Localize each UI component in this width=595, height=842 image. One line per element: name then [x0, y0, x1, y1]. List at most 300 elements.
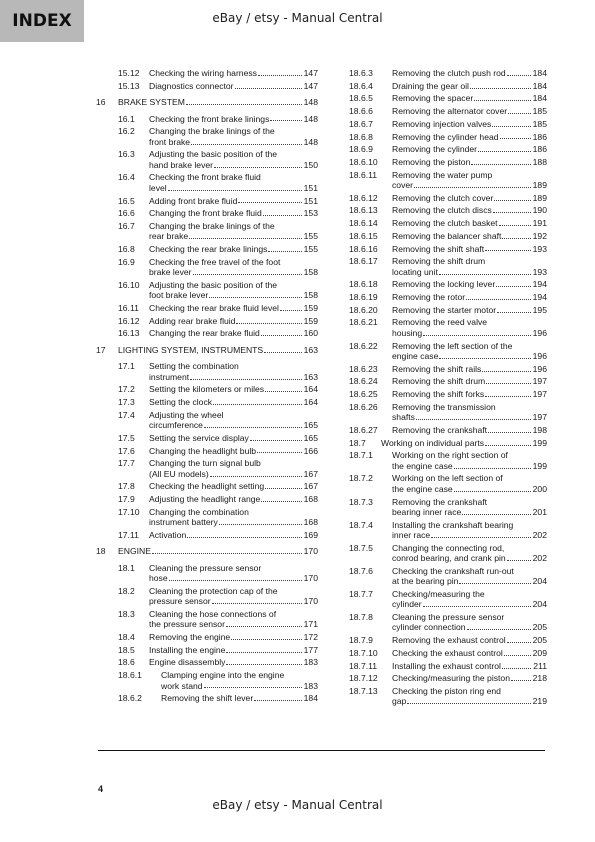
page-number: 4 — [98, 784, 104, 794]
toc-entry-title-line: Working on the left section of — [392, 473, 503, 484]
toc-entry-title-line: Removing the starter motor — [392, 304, 497, 315]
toc-entry-title-line: hand brake lever — [149, 159, 214, 170]
toc-entry — [96, 345, 318, 355]
toc-entry-number: 18.6.21 — [349, 317, 378, 328]
toc-entry-number: 17.5 — [118, 432, 135, 443]
toc-entry-number: 18.7.11 — [349, 660, 378, 671]
toc-entry-number: 16.5 — [118, 195, 135, 206]
toc-entry-title-line: level — [149, 182, 167, 193]
toc-entry-number: 18.6.19 — [349, 292, 378, 303]
toc-entry — [96, 221, 318, 242]
toc-entry-title-line: Removing the piston — [392, 156, 471, 167]
toc-entry-page: 204 — [532, 599, 547, 610]
toc-entry-title-line: Changing the headlight bulb — [149, 445, 257, 456]
toc-entry-title-line: Checking the rear brake linings — [149, 244, 268, 255]
toc-entry-number: 18.6.11 — [349, 169, 378, 180]
toc-entry — [349, 389, 547, 399]
toc-entry-title-line: shafts — [392, 412, 415, 423]
toc-entry-number: 17.4 — [118, 409, 135, 420]
dot-leader — [466, 299, 531, 300]
toc-entry-title-line: (All EU models) — [149, 468, 209, 479]
toc-entry-number: 16.10 — [118, 279, 140, 290]
footer-divider — [98, 750, 545, 751]
toc-entry-title-line: Adding rear brake fluid — [149, 315, 236, 326]
toc-entry-page: 151 — [303, 195, 318, 206]
toc-entry-number: 17.3 — [118, 397, 135, 408]
toc-entry-number: 18.5 — [118, 644, 135, 655]
dot-leader — [500, 138, 531, 139]
toc-entry-number: 17.7 — [118, 458, 135, 469]
toc-entry-number: 16.3 — [118, 149, 135, 160]
toc-entry-page: 148 — [303, 97, 318, 108]
dot-leader — [261, 335, 302, 336]
toc-entry-title-line: Adding front brake fluid — [149, 195, 238, 206]
toc-entry-title-line: Changing the brake linings of the — [149, 126, 275, 137]
toc-entry — [349, 425, 547, 435]
dot-leader — [264, 352, 302, 353]
toc-entry-title-line: the pressure sensor — [149, 619, 225, 630]
toc-entry — [96, 81, 318, 91]
toc-entry-number: 18.6.17 — [349, 256, 378, 267]
toc-entry — [96, 446, 318, 456]
toc-entry-title-line: Working on the right section of — [392, 450, 508, 461]
dot-leader — [416, 419, 531, 420]
toc-entry-number: 16.8 — [118, 244, 135, 255]
toc-entry-title-line: Removing the locking lever — [392, 279, 496, 290]
toc-entry-title-line: Removing the clutch basket — [392, 218, 498, 229]
dot-leader — [231, 639, 301, 640]
toc-entry-title-line: cylinder — [392, 599, 422, 610]
toc-entry-number: 18.6.22 — [349, 340, 378, 351]
toc-entry-number: 18.7.9 — [349, 635, 373, 646]
toc-entry-number: 18.7.12 — [349, 673, 378, 684]
toc-entry — [349, 376, 547, 386]
toc-entry — [96, 481, 318, 491]
toc-entry-page: 197 — [532, 376, 547, 387]
toc-entry — [349, 473, 547, 494]
dot-leader — [257, 452, 302, 453]
toc-entry-page: 183 — [303, 657, 318, 668]
toc-entry-title-line: Setting the combination — [149, 361, 239, 372]
toc-entry-number: 18.6.20 — [349, 304, 378, 315]
dot-leader — [474, 100, 530, 101]
toc-entry — [349, 317, 547, 338]
toc-entry — [96, 126, 318, 147]
toc-entry — [96, 397, 318, 407]
toc-entry-page: 170 — [303, 573, 318, 584]
dot-leader — [236, 323, 301, 324]
dot-leader — [482, 371, 530, 372]
toc-entry — [96, 257, 318, 278]
toc-entry — [96, 507, 318, 528]
toc-entry — [96, 316, 318, 326]
dot-leader — [152, 553, 302, 554]
dot-leader — [508, 113, 531, 114]
toc-entry — [349, 364, 547, 374]
toc-entry-page: 189 — [532, 192, 547, 203]
dot-leader — [485, 250, 530, 251]
toc-entry-page: 196 — [532, 363, 547, 374]
toc-entry-page: 148 — [303, 136, 318, 147]
toc-entry-title-line: Changing the connecting rod, — [392, 542, 505, 553]
dot-leader — [507, 75, 531, 76]
toc-entry-title-line: Adjusting the headlight range — [149, 494, 261, 505]
toc-entry-page: 197 — [532, 389, 547, 400]
toc-left-column — [96, 68, 318, 706]
toc-entry — [349, 256, 547, 277]
toc-entry-page: 185 — [532, 106, 547, 117]
toc-entry-number: 17.10 — [118, 506, 140, 517]
toc-entry-title-line: Changing the rear brake fluid — [149, 328, 260, 339]
toc-entry — [349, 305, 547, 315]
toc-entry-title-line: Checking the rear brake fluid level — [149, 302, 279, 313]
toc-entry-page: 195 — [532, 304, 547, 315]
dot-leader — [210, 476, 302, 477]
dot-leader — [504, 655, 531, 656]
toc-entry — [96, 645, 318, 655]
toc-entry — [96, 458, 318, 479]
toc-entry-number: 16.13 — [118, 328, 140, 339]
dot-leader — [193, 274, 302, 275]
toc-entry-number: 16.9 — [118, 256, 135, 267]
toc-entry — [349, 244, 547, 254]
toc-entry — [349, 231, 547, 241]
toc-entry-number: 18.6.16 — [349, 243, 378, 254]
toc-entry-title-line: circumference — [149, 420, 203, 431]
toc-entry-title-line: Installing the exhaust control — [392, 660, 501, 671]
toc-entry — [96, 494, 318, 504]
toc-entry-page: 204 — [532, 576, 547, 587]
toc-entry-page: 183 — [303, 680, 318, 691]
dot-leader — [204, 427, 302, 428]
toc-entry — [349, 119, 547, 129]
toc-entry-title-line: Checking the front brake linings — [149, 113, 270, 124]
toc-entry-page: 194 — [532, 292, 547, 303]
toc-entry-number: 16.4 — [118, 172, 135, 183]
toc-entry-title-line: Removing the cylinder — [392, 144, 478, 155]
dot-leader — [502, 668, 531, 669]
dot-leader — [486, 383, 531, 384]
dot-leader — [263, 215, 302, 216]
toc-entry — [349, 402, 547, 423]
toc-entry-number: 17.8 — [118, 481, 135, 492]
toc-entry-title-line: Draining the gear oil — [392, 80, 469, 91]
toc-entry — [96, 586, 318, 607]
toc-entry-title-line: Changing the turn signal bulb — [149, 458, 261, 469]
dot-leader — [502, 238, 530, 239]
toc-entry — [96, 433, 318, 443]
toc-entry-page: 196 — [532, 327, 547, 338]
toc-entry-title-line: Adjusting the basic position of the — [149, 279, 278, 290]
toc-entry — [349, 686, 547, 707]
dot-leader — [492, 126, 530, 127]
toc-entry-title-line: conrod bearing, and crank pin — [392, 553, 506, 564]
toc-entry-number: 18.7.4 — [349, 519, 373, 530]
toc-entry-page: 193 — [532, 243, 547, 254]
toc-entry-page: 164 — [303, 397, 318, 408]
toc-entry-page: 163 — [303, 371, 318, 382]
toc-entry-title-line: LIGHTING SYSTEM, INSTRUMENTS — [118, 344, 264, 355]
toc-entry-title-line: Removing the spacer — [392, 93, 474, 104]
toc-entry — [96, 244, 318, 254]
toc-entry-page: 165 — [303, 432, 318, 443]
toc-entry-number: 16.12 — [118, 315, 140, 326]
toc-entry-title-line: Checking/measuring the — [392, 588, 485, 599]
dot-leader — [265, 391, 302, 392]
toc-entry — [349, 497, 547, 518]
dot-leader — [488, 432, 531, 433]
toc-entry-page: 155 — [303, 244, 318, 255]
dot-leader — [507, 642, 531, 643]
toc-entry-page: 201 — [532, 506, 547, 517]
toc-entry-title-line: Removing the transmission — [392, 401, 496, 412]
toc-entry-title-line: cylinder connection — [392, 622, 466, 633]
toc-entry-page: 168 — [303, 494, 318, 505]
toc-entry-page: 184 — [532, 68, 547, 78]
toc-entry-title-line: Cleaning the hose connections of — [149, 608, 277, 619]
toc-entry-title-line: pressure sensor — [149, 596, 211, 607]
toc-entry-page: 186 — [532, 131, 547, 142]
dot-leader — [497, 312, 531, 313]
toc-entry-page: 147 — [303, 68, 318, 78]
dot-leader — [214, 167, 302, 168]
dot-leader — [462, 514, 530, 515]
dot-leader — [261, 501, 301, 502]
toc-entry-title-line: locating unit — [392, 266, 438, 277]
toc-entry-title-line: housing — [392, 327, 423, 338]
dot-leader — [507, 560, 531, 561]
toc-entry-page: 205 — [532, 635, 547, 646]
toc-entry-title-line: work stand — [161, 680, 203, 691]
toc-entry — [96, 303, 318, 313]
toc-entry-title-line: the engine case — [392, 460, 453, 471]
toc-entry-page: 153 — [303, 208, 318, 219]
toc-entry-title-line: Setting the kilometers or miles — [149, 384, 265, 395]
toc-entry — [96, 609, 318, 630]
toc-entry-title-line: Removing the clutch discs — [392, 205, 492, 216]
dot-leader — [478, 151, 531, 152]
toc-entry-page: 194 — [532, 279, 547, 290]
dot-leader — [459, 583, 530, 584]
toc-entry-number: 18.2 — [118, 585, 135, 596]
toc-entry — [349, 205, 547, 215]
toc-entry — [349, 520, 547, 541]
toc-entry-number: 15.12 — [118, 68, 140, 78]
toc-entry — [349, 93, 547, 103]
dot-leader — [280, 310, 302, 311]
toc-entry-number: 18.6.15 — [349, 230, 378, 241]
dot-leader — [499, 225, 531, 226]
dot-leader — [493, 212, 531, 213]
toc-entry-title-line: Cleaning the pressure sensor — [392, 612, 505, 623]
toc-entry-page: 199 — [532, 460, 547, 471]
toc-entry-title-line: Checking the piston ring end — [392, 686, 501, 696]
toc-entry-title-line: Removing the crankshaft — [392, 424, 488, 435]
toc-entry — [96, 114, 318, 124]
toc-entry — [96, 563, 318, 584]
dot-leader — [219, 524, 302, 525]
toc-entry-title-line: at the bearing pin — [392, 576, 459, 587]
toc-entry-title-line: Adjusting the basic position of the — [149, 149, 278, 160]
toc-entry — [349, 193, 547, 203]
toc-entry-page: 158 — [303, 290, 318, 301]
toc-entry — [349, 106, 547, 116]
toc-entry-page: 190 — [532, 205, 547, 216]
toc-entry-number: 18.4 — [118, 632, 135, 642]
toc-entry-page: 192 — [532, 230, 547, 241]
toc-entry-title-line: Removing the rotor — [392, 292, 466, 303]
toc-entry-title-line: Removing the left section of the — [392, 340, 513, 351]
dot-leader — [423, 335, 531, 336]
toc-entry-number: 18.7 — [349, 437, 366, 448]
toc-entry-page: 197 — [532, 412, 547, 423]
toc-entry-page: 164 — [303, 384, 318, 395]
toc-entry-title-line: brake lever — [149, 267, 192, 278]
toc-entry-number: 16.2 — [118, 126, 135, 137]
toc-entry-title-line: Checking/measuring the piston — [392, 673, 510, 684]
toc-entry-page: 199 — [532, 437, 547, 448]
toc-entry-number: 17.2 — [118, 384, 135, 395]
toc-entry-title-line: Clamping engine into the engine — [161, 670, 285, 681]
dot-leader — [439, 274, 531, 275]
toc-entry — [96, 97, 318, 107]
toc-entry-page: 209 — [532, 647, 547, 658]
toc-entry — [349, 279, 547, 289]
toc-entry-page: 184 — [303, 693, 318, 704]
toc-entry-title-line: Removing the cylinder head — [392, 131, 499, 142]
dot-leader — [250, 440, 302, 441]
toc-entry-title-line: Checking the wiring harness — [149, 68, 257, 78]
toc-entry — [349, 292, 547, 302]
dot-leader — [494, 200, 530, 201]
toc-entry-page: 202 — [532, 553, 547, 564]
dot-leader — [485, 396, 530, 397]
toc-entry-title-line: Changing the combination — [149, 506, 249, 517]
dot-leader — [204, 687, 302, 688]
toc-entry — [96, 208, 318, 218]
toc-entry — [349, 635, 547, 645]
toc-entry-title-line: Removing the shift drum — [392, 376, 486, 387]
toc-entry-title-line: Removing the crankshaft — [392, 496, 488, 507]
toc-entry — [349, 144, 547, 154]
page-header: eBay / etsy - Manual Central — [212, 11, 383, 25]
dot-leader — [226, 626, 302, 627]
toc-entry-page: 172 — [303, 632, 318, 642]
dot-leader — [190, 379, 302, 380]
toc-entry — [349, 170, 547, 191]
toc-entry-page: 191 — [532, 218, 547, 229]
toc-entry-page: 196 — [532, 350, 547, 361]
toc-entry-title-line: Checking the free travel of the foot — [149, 256, 281, 267]
toc-entry-title-line: Setting the clock — [149, 397, 213, 408]
toc-entry — [96, 632, 318, 642]
toc-entry-page: 170 — [303, 596, 318, 607]
toc-entry-title-line: Removing the balancer shaft — [392, 230, 502, 241]
toc-entry — [349, 661, 547, 671]
toc-entry-number: 18.1 — [118, 562, 135, 573]
dot-leader — [226, 664, 301, 665]
dot-leader — [471, 164, 530, 165]
toc-entry-title-line: Removing the engine — [149, 632, 231, 642]
toc-entry-title-line: Checking the front brake fluid — [149, 172, 261, 183]
toc-entry-page: 169 — [303, 529, 318, 540]
toc-entry-number: 18.6 — [118, 657, 135, 668]
toc-entry-title-line: Working on individual parts — [381, 437, 485, 448]
toc-entry-title-line: Installing the crankshaft bearing — [392, 519, 514, 530]
toc-entry-title-line: inner race — [392, 530, 431, 541]
toc-entry-page: 184 — [532, 93, 547, 104]
dot-leader — [235, 88, 302, 89]
toc-entry-page: 151 — [303, 182, 318, 193]
toc-entry-number: 18.7.2 — [349, 473, 373, 484]
toc-entry-title-line: Checking the headlight setting — [149, 481, 265, 492]
toc-entry — [349, 157, 547, 167]
toc-right-column — [349, 68, 547, 709]
toc-entry-number: 18.6.13 — [349, 205, 378, 216]
toc-entry-page: 184 — [532, 80, 547, 91]
toc-entry-number: 18.6.23 — [349, 363, 378, 374]
dot-leader — [454, 468, 531, 469]
toc-entry-number: 18.6.4 — [349, 80, 373, 91]
toc-entry-number: 18.6.27 — [349, 424, 378, 435]
dot-leader — [186, 104, 302, 105]
dot-leader — [431, 537, 530, 538]
toc-entry — [349, 450, 547, 471]
toc-entry — [96, 410, 318, 431]
toc-entry-page: 185 — [532, 118, 547, 129]
toc-entry-title-line: instrument battery — [149, 517, 218, 528]
toc-entry-number: 18.6.7 — [349, 118, 373, 129]
toc-entry-number: 18.6.14 — [349, 218, 378, 229]
dot-leader — [423, 606, 531, 607]
toc-entry-page: 159 — [303, 315, 318, 326]
toc-entry — [349, 612, 547, 633]
toc-entry-page: 219 — [532, 696, 547, 707]
toc-entry — [96, 172, 318, 193]
toc-entry-page: 168 — [303, 517, 318, 528]
toc-entry-page: 200 — [532, 483, 547, 494]
dot-leader — [467, 629, 531, 630]
toc-entry-title-line: Removing the reed valve — [392, 317, 488, 328]
toc-entry — [96, 530, 318, 540]
toc-entry — [96, 670, 318, 691]
toc-entry-number: 18.6.6 — [349, 106, 373, 117]
toc-entry-title-line: Removing the shift lever — [161, 693, 254, 704]
toc-entry-page: 188 — [532, 156, 547, 167]
toc-entry — [96, 149, 318, 170]
dot-leader — [187, 537, 301, 538]
page-footer: eBay / etsy - Manual Central — [212, 798, 383, 812]
toc-entry-title-line: Removing injection valves — [392, 118, 492, 129]
toc-entry-number: 16.7 — [118, 220, 135, 231]
toc-entry-page: 177 — [303, 644, 318, 655]
toc-entry-title-line: Checking the exhaust control — [392, 647, 503, 658]
toc-entry — [349, 673, 547, 683]
toc-entry-number: 18.6.18 — [349, 279, 378, 290]
toc-entry — [96, 693, 318, 703]
dot-leader — [470, 88, 531, 89]
dot-leader — [496, 286, 530, 287]
toc-entry-number: 17.9 — [118, 494, 135, 505]
toc-entry-page: 193 — [532, 266, 547, 277]
toc-entry — [349, 132, 547, 142]
toc-entry-title-line: Removing the clutch cover — [392, 192, 494, 203]
toc-entry-number: 16.1 — [118, 113, 135, 124]
toc-entry-title-line: Removing the alternator cover — [392, 106, 508, 117]
dot-leader — [454, 491, 531, 492]
toc-entry — [349, 218, 547, 228]
toc-entry-number: 18.7.7 — [349, 588, 373, 599]
